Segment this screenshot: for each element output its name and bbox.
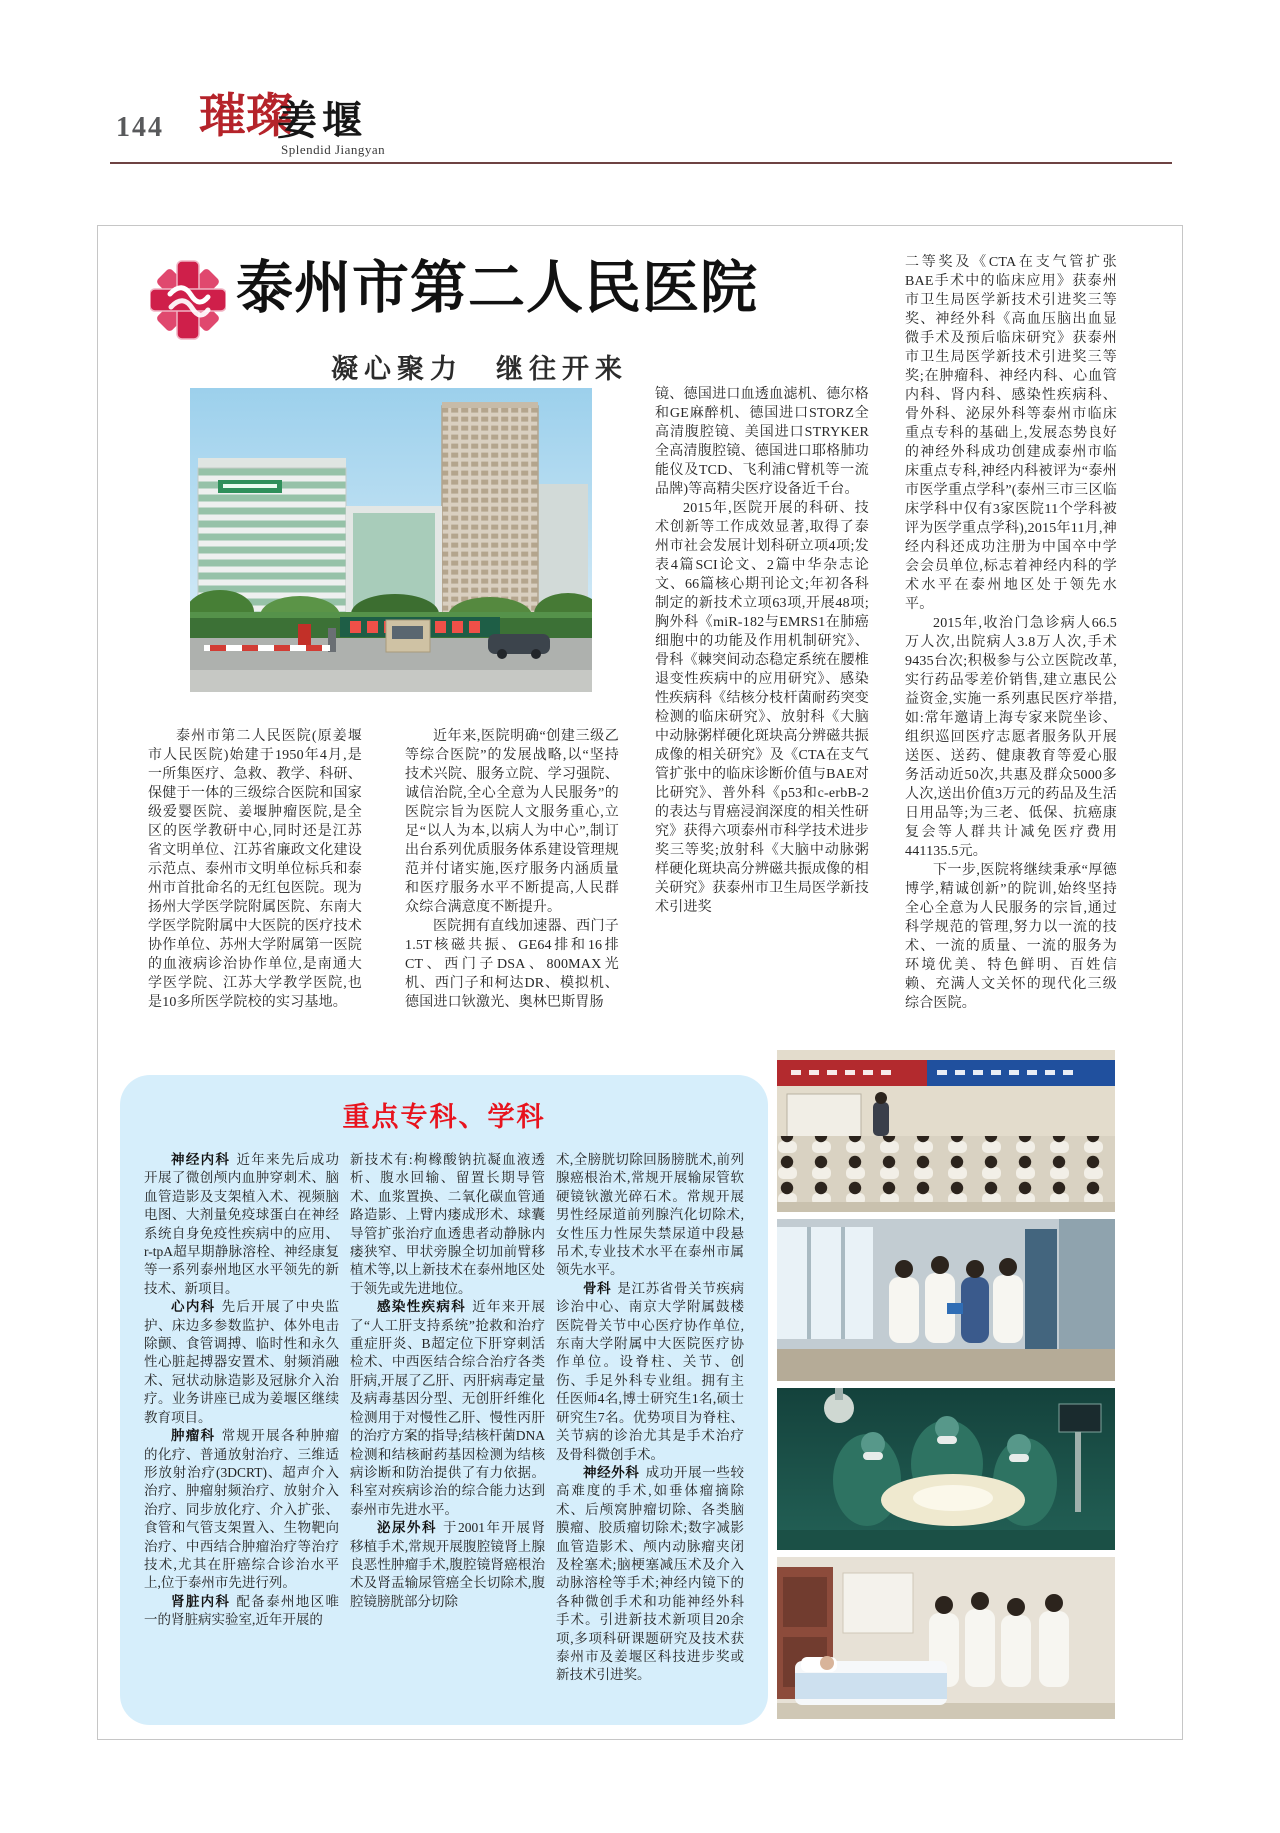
paragraph: 心内科 先后开展了中央监护、床边多参数监护、体外电击除颤、食管调搏、临时性和永久性心脏起搏器安置术、射频消融术、冠状动脉造影及冠脉介入治疗。业务讲座已成为姜堰区继续教育项目。: [144, 1299, 339, 1425]
paragraph: 2015年,医院开展的科研、技术创新等工作成效显著,取得了泰州市社会发展计划科研立项4项;发表4篇SCI论文、2篇中华杂志论文、66篇核心期刊论文;年初各科制定的新技术立项63项,开展48项;胸外科《miR-182与EMRS1在肺癌细胞中的功能及作用机制研究》、骨科《棘突间动态稳定系统在腰椎退变性疾病中的应用研究》、感染性疾病科《结核分枝杆菌耐药突变检测的临床研究》、放射科《大脑中动脉粥样硬化斑块高分辨磁共振成像的相关研究》及《CTA在支气管扩张中的临床诊断价值与BAE对比研究》、普外科《p53和c-erbB-2的表达与胃癌浸润深度的相关性研究》获得六项泰州市科学技术进步奖三等奖;放射科《大脑中动脉粥样硬化斑块高分辨磁共振成像的相关研究》获泰州市卫生局医学新技术引进奖: [655, 501, 869, 915]
page-number: 144: [116, 112, 164, 143]
surgery-photo: [777, 1388, 1115, 1550]
paragraph: 医院拥有直线加速器、西门子1.5T核磁共振、GE64排和16排CT、西门子DSA、800MAX光机、西门子和柯达DR、模拟机、德国进口钬激光、奥林巴斯胃肠: [405, 919, 619, 1010]
paragraph: 术,全膀胱切除回肠膀胱术,前列腺癌根治术,常规开展输尿管软硬镜钬激光碎石术。常规开展男性经尿道前列腺汽化切除术,女性压力性尿失禁尿道中段悬吊术,专业技术水平在泰州市属领先水平。: [556, 1152, 744, 1278]
paragraph: 泌尿外科 于2001年开展肾移植手术,常规开展腹腔镜肾上腺良恶性肿瘤手术,腹腔镜肾癌根治术及肾盂输尿管癌全长切除术,腹腔镜膀胱部分切除: [350, 1520, 545, 1609]
box-column-1: [144, 1151, 339, 1707]
paragraph: 镜、德国进口血透血滤机、德尔格和GE麻醉机、德国进口STORZ全高清腹腔镜、美国进口STRYKER全高清腹腔镜、德国进口耶格肺功能仪及TCD、飞利浦C臂机等一流品牌)等高精尖医疗设备近千台。: [655, 387, 869, 497]
paragraph: 近年来,医院明确“创建三级乙等综合医院”的发展战略,以“坚持技术兴院、服务立院、学习强院、诚信治院,全心全意为人民服务”的医院宗旨为医院人文服务重心,立足“以人为本,以病人为中心”,制订出台系列优质服务体系建设管理规范并付诸实施,医疗服务内涵质量和医疗服务水平不断提高,人民群众综合满意度不断提升。: [405, 729, 619, 915]
department-lead: 心内科: [171, 1299, 216, 1315]
body-column-1: [148, 727, 362, 1063]
ward-round-photo: [777, 1557, 1115, 1719]
key-departments-title: 重点专科、学科: [342, 1102, 546, 1132]
body-column-3: [655, 385, 869, 1065]
department-lead: 神经外科: [583, 1464, 640, 1480]
department-lead: 骨科: [583, 1280, 612, 1296]
department-lead: 泌尿外科: [377, 1520, 437, 1536]
article-title: 泰州市第二人民医院: [236, 256, 758, 320]
doctors-discussion-photo: [777, 1219, 1115, 1381]
masthead-title-red: 璀璨: [199, 91, 293, 143]
paragraph: 二等奖及《CTA在支气管扩张BAE手术中的临床应用》获泰州市卫生局医学新技术引进奖三等奖、神经外科《高血压脑出血显微手术及预后临床研究》获泰州市卫生局医学新技术引进奖三等奖;在肿瘤科、神经内科、心血管内科、肾内科、感染性疾病科、骨外科、泌尿外科等泰州市临床重点专科的基础上,发展态势良好的神经外科成功创建成泰州市临床重点专科,神经内科被评为“泰州市医学重点学科”(泰州三市三区临床学科中仅有3家医院11个学科被评为医学重点学科),2015年11月,神经内科还成功注册为中国卒中学会会员单位,标志着神经内科的学术水平在泰州地区处于领先水平。: [905, 255, 1117, 612]
paragraph: 感染性疾病科 近年来开展了“人工肝支持系统”抢救和治疗重症肝炎、B超定位下肝穿刺活检术、中西医结合综合治疗各类肝病,开展了乙肝、丙肝病毒定量及病毒基因分型、无创肝纤维化检测用于对慢性乙肝、慢性丙肝的治疗方案的指导;结核杆菌DNA检测和结核耐药基因检测为结核病诊断和防治提供了有力依据。科室对疾病诊治的综合能力达到泰州市先进水平。: [350, 1299, 545, 1517]
article-slogan: 凝心聚力 继往开来: [331, 354, 628, 384]
hospital-logo-icon: [150, 258, 226, 342]
paragraph: 下一步,医院将继续秉承“厚德博学,精诚创新”的院训,始终坚持全心全意为人民服务的宗旨,通过科学规范的管理,努力以一流的技术、一流的质量、一流的服务为环境优美、特色鲜明、百姓信赖、充满人文关怀的现代化三级综合医院。: [905, 863, 1117, 1011]
masthead-title-black: 姜堰: [277, 98, 367, 143]
paragraph: 新技术有:枸橼酸钠抗凝血液透析、腹水回输、留置长期导管术、血浆置换、二氧化碳血管通路造影、上臂内瘘成形术、球囊导管扩张治疗血透患者动静脉内瘘狭窄、甲状旁腺全切加前臂移植术等,以上新技术在泰州地区处于领先或先进地位。: [350, 1152, 545, 1296]
box-column-3: [556, 1151, 744, 1707]
body-column-2: [405, 727, 619, 1063]
department-lead: 肿瘤科: [171, 1428, 216, 1444]
paragraph: 神经外科 成功开展一些较高难度的手术,如垂体瘤摘除术、后颅窝肿瘤切除、各类脑膜瘤、胶质瘤切除术;数字减影血管造影术、颅内动脉瘤夹闭及栓塞术;脑梗塞减压术及介入动脉溶栓等手术;神经内镜下的各种微创手术和功能神经外科手术。引进新技术新项目20余项,多项科研课题研究及技术获泰州市及姜堰区科技进步奖或新技术引进奖。: [556, 1464, 744, 1683]
masthead-rule: [110, 162, 1172, 164]
department-lead: 感染性疾病科: [377, 1299, 467, 1315]
body-column-4: [905, 253, 1117, 1048]
department-lead: 神经内科: [171, 1152, 231, 1167]
department-lead: 肾脏内科: [171, 1593, 231, 1609]
paragraph: 肿瘤科 常规开展各种肿瘤的化疗、普通放射治疗、三维适形放射治疗(3DCRT)、超声介入治疗、肿瘤射频治疗、放射介入治疗、同步放化疗、介入扩张、食管和气管支架置入、生物靶向治疗、中西结合肿瘤治疗等治疗技术,尤其在肝癌综合诊治水平上,位于泰州市先进行列。: [144, 1428, 339, 1591]
paragraph: 肾脏内科 配备泰州地区唯一的肾脏病实验室,近年开展的: [144, 1593, 339, 1628]
paragraph: 2015年,收治门急诊病人66.5万人次,出院病人3.8万人次,手术9435台次;积极参与公立医院改革,实行药品零差价销售,建立惠民公益资金,实施一系列惠民医疗举措,如:常年邀请上海专家来院坐诊、组织巡回医疗志愿者服务队开展送医、送药、健康教育等爱心服务活动近50次,共惠及群众5000多人次,送出价值3万元的药品及生活日用品等;为三老、低保、抗癌康复会等人群共计减免医疗费用441135.5元。: [905, 616, 1117, 859]
paragraph: 骨科 是江苏省骨关节疾病诊治中心、南京大学附属鼓楼医院骨关节中心医疗协作单位,东南大学附属中大医院医疗协作单位。设脊柱、关节、创伤、手足外科专业组。拥有主任医师4名,博士研究生1名,硕士研究生7名。优势项目为脊柱、关节病的诊治尤其是手术治疗及骨科微创手术。: [556, 1280, 744, 1462]
hospital-building-photo: [190, 388, 592, 692]
key-departments-box: [120, 1075, 768, 1725]
paragraph: 神经内科 近年来先后成功开展了微创颅内血肿穿刺术、脑血管造影及支架植入术、视频脑电图、大剂量免疫球蛋白在神经系统自身免疫性疾病中的应用、r-tpA超早期静脉溶栓、神经康复等一系列泰州地区水平领先的新技术、新项目。: [144, 1152, 339, 1296]
masthead-subtitle-en: Splendid Jiangyan: [281, 142, 386, 157]
paragraph: 泰州市第二人民医院(原姜堰市人民医院)始建于1950年4月,是一所集医疗、急救、教学、科研、保健于一体的三级综合医院和国家级爱婴医院、姜堰肿瘤医院,是全区的医学教研中心,同时还是江苏省文明单位、江苏省廉政文化建设示范点、泰州市文明单位标兵和泰州市首批命名的无红包医院。现为扬州大学医学院附属医院、东南大学医学院附属中大医院的医疗技术协作单位、苏州大学附属第一医院的血液病诊治协作单位,是南通大学医学院、江苏大学教学医院,也是10多所医学院校的实习基地。: [148, 729, 362, 1010]
box-column-2: [350, 1151, 545, 1707]
conference-audience-photo: [777, 1050, 1115, 1212]
